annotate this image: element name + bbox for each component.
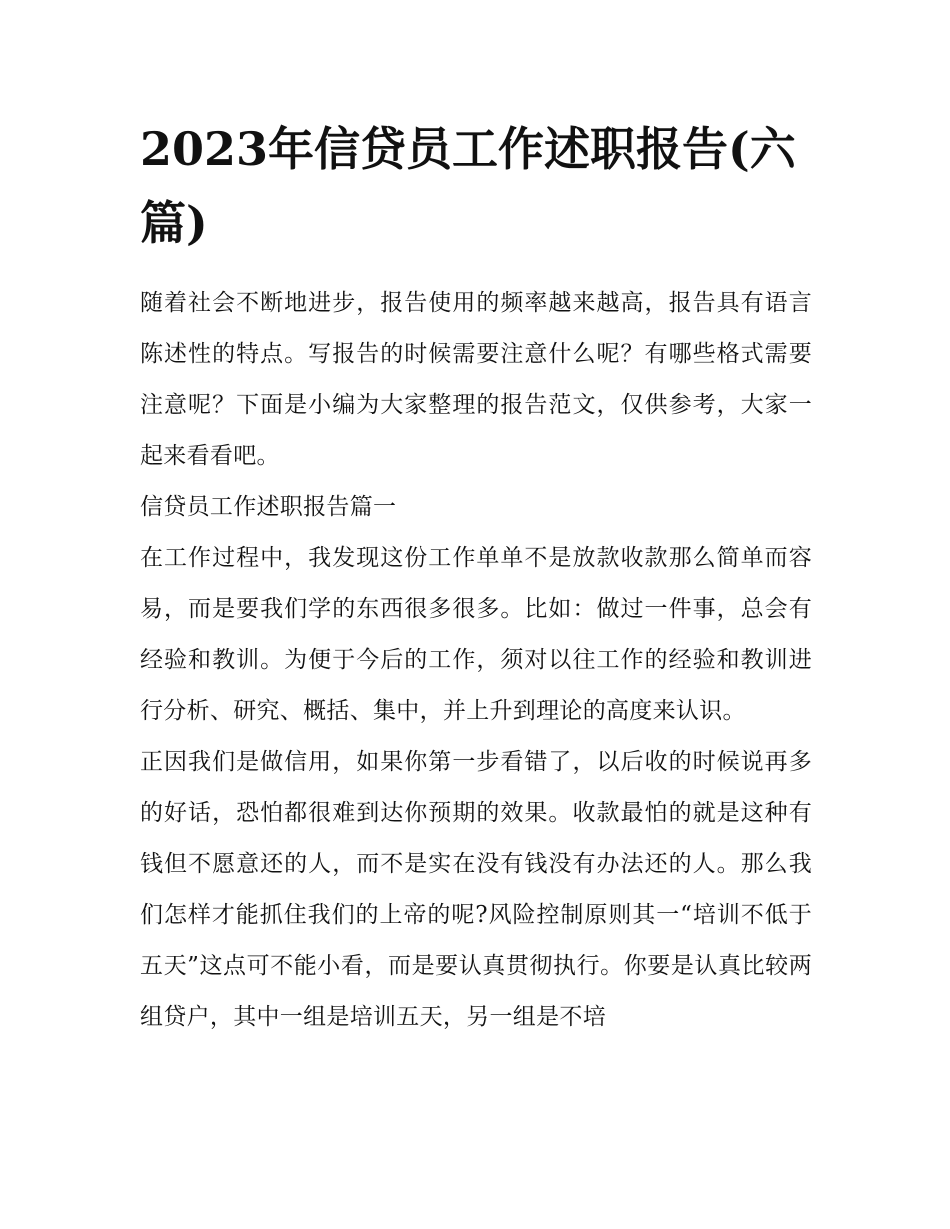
body-paragraph-1: 在工作过程中，我发现这份工作单单不是放款收款那么简单而容易，而是要我们学的东西很多很多。比如：做过一件事，总会有经验和教训。为便于今后的工作，须对以往工作的经验和教训进行分析、研究、概括、集中，并上升到理论的高度来认识。 <box>140 545 812 724</box>
document-page <box>140 112 812 1043</box>
intro-paragraph: 随着社会不断地进步，报告使用的频率越来越高，报告具有语言陈述性的特点。写报告的时候需要注意什么呢？有哪些格式需要注意呢？下面是小编为大家整理的报告范文，仅供参考，大家一起来看看吧。 <box>140 290 812 469</box>
document-title: 2023年信贷员工作述职报告(六篇) <box>140 122 796 250</box>
section-heading: 信贷员工作述职报告篇一 <box>140 494 397 520</box>
body-paragraph-2: 正因我们是做信用，如果你第一步看错了，以后收的时候说再多的好话，恐怕都很难到达你预期的效果。收款最怕的就是这种有钱但不愿意还的人，而不是实在没有钱没有办法还的人。那么我们怎样才能抓住我们的上帝的呢?风险控制原则其一“培训不低于五天”这点可不能小看，而是要认真贯彻执行。你要是认真比较两组贷户，其中一组是培训五天，另一组是不培 <box>140 749 812 1030</box>
